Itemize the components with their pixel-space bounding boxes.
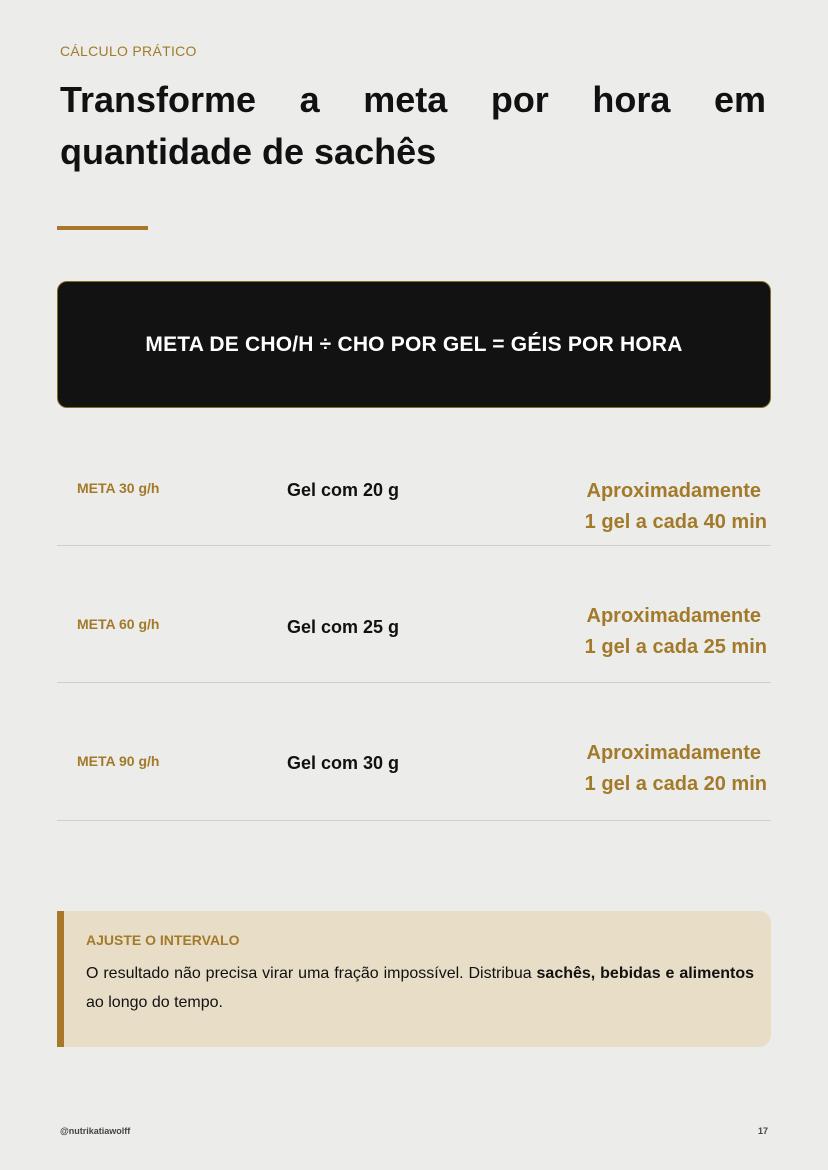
result-line-1: Aproximadamente [586, 480, 761, 502]
callout-title: AJUSTE O INTERVALO [86, 932, 240, 948]
gel-label: Gel com 30 g [287, 753, 400, 773]
result-text [567, 476, 767, 538]
result-line-2: 1 gel a cada 40 min [584, 511, 767, 533]
callout-box [57, 911, 771, 1047]
callout-body-prefix: O resultado não precisa virar uma fração impossível. Distribua [86, 965, 537, 982]
meta-label: META 90 g/h [77, 753, 160, 769]
table-row [57, 545, 771, 683]
result-line-1: Aproximadamente [586, 742, 761, 764]
result-text [567, 601, 767, 663]
result-line-1: Aproximadamente [586, 605, 761, 627]
eyebrow-label: CÁLCULO PRÁTICO [60, 43, 197, 59]
callout-body-bold: sachês, bebidas e alimentos [536, 965, 755, 982]
page-title: Transforme a meta por hora em quantidade de sachês [60, 79, 766, 172]
result-line-2: 1 gel a cada 25 min [584, 636, 767, 658]
table-row [57, 470, 771, 546]
gel-label: Gel com 25 g [287, 617, 400, 637]
callout-body [86, 959, 754, 1017]
gel-label: Gel com 20 g [287, 480, 400, 500]
callout-body-suffix: ao longo do tempo. [86, 994, 223, 1011]
meta-label: META 60 g/h [77, 616, 160, 632]
formula-text: META DE CHO/H ÷ CHO POR GEL = GÉIS POR HORA [145, 332, 683, 356]
table-row [57, 682, 771, 821]
result-text [567, 738, 767, 800]
meta-label: META 30 g/h [77, 480, 160, 496]
page-number: 17 [757, 1126, 768, 1136]
formula-box [57, 281, 771, 408]
title-accent-rule [57, 226, 148, 230]
result-line-2: 1 gel a cada 20 min [584, 773, 767, 795]
footer-handle: @nutrikatiawolff [60, 1126, 131, 1136]
